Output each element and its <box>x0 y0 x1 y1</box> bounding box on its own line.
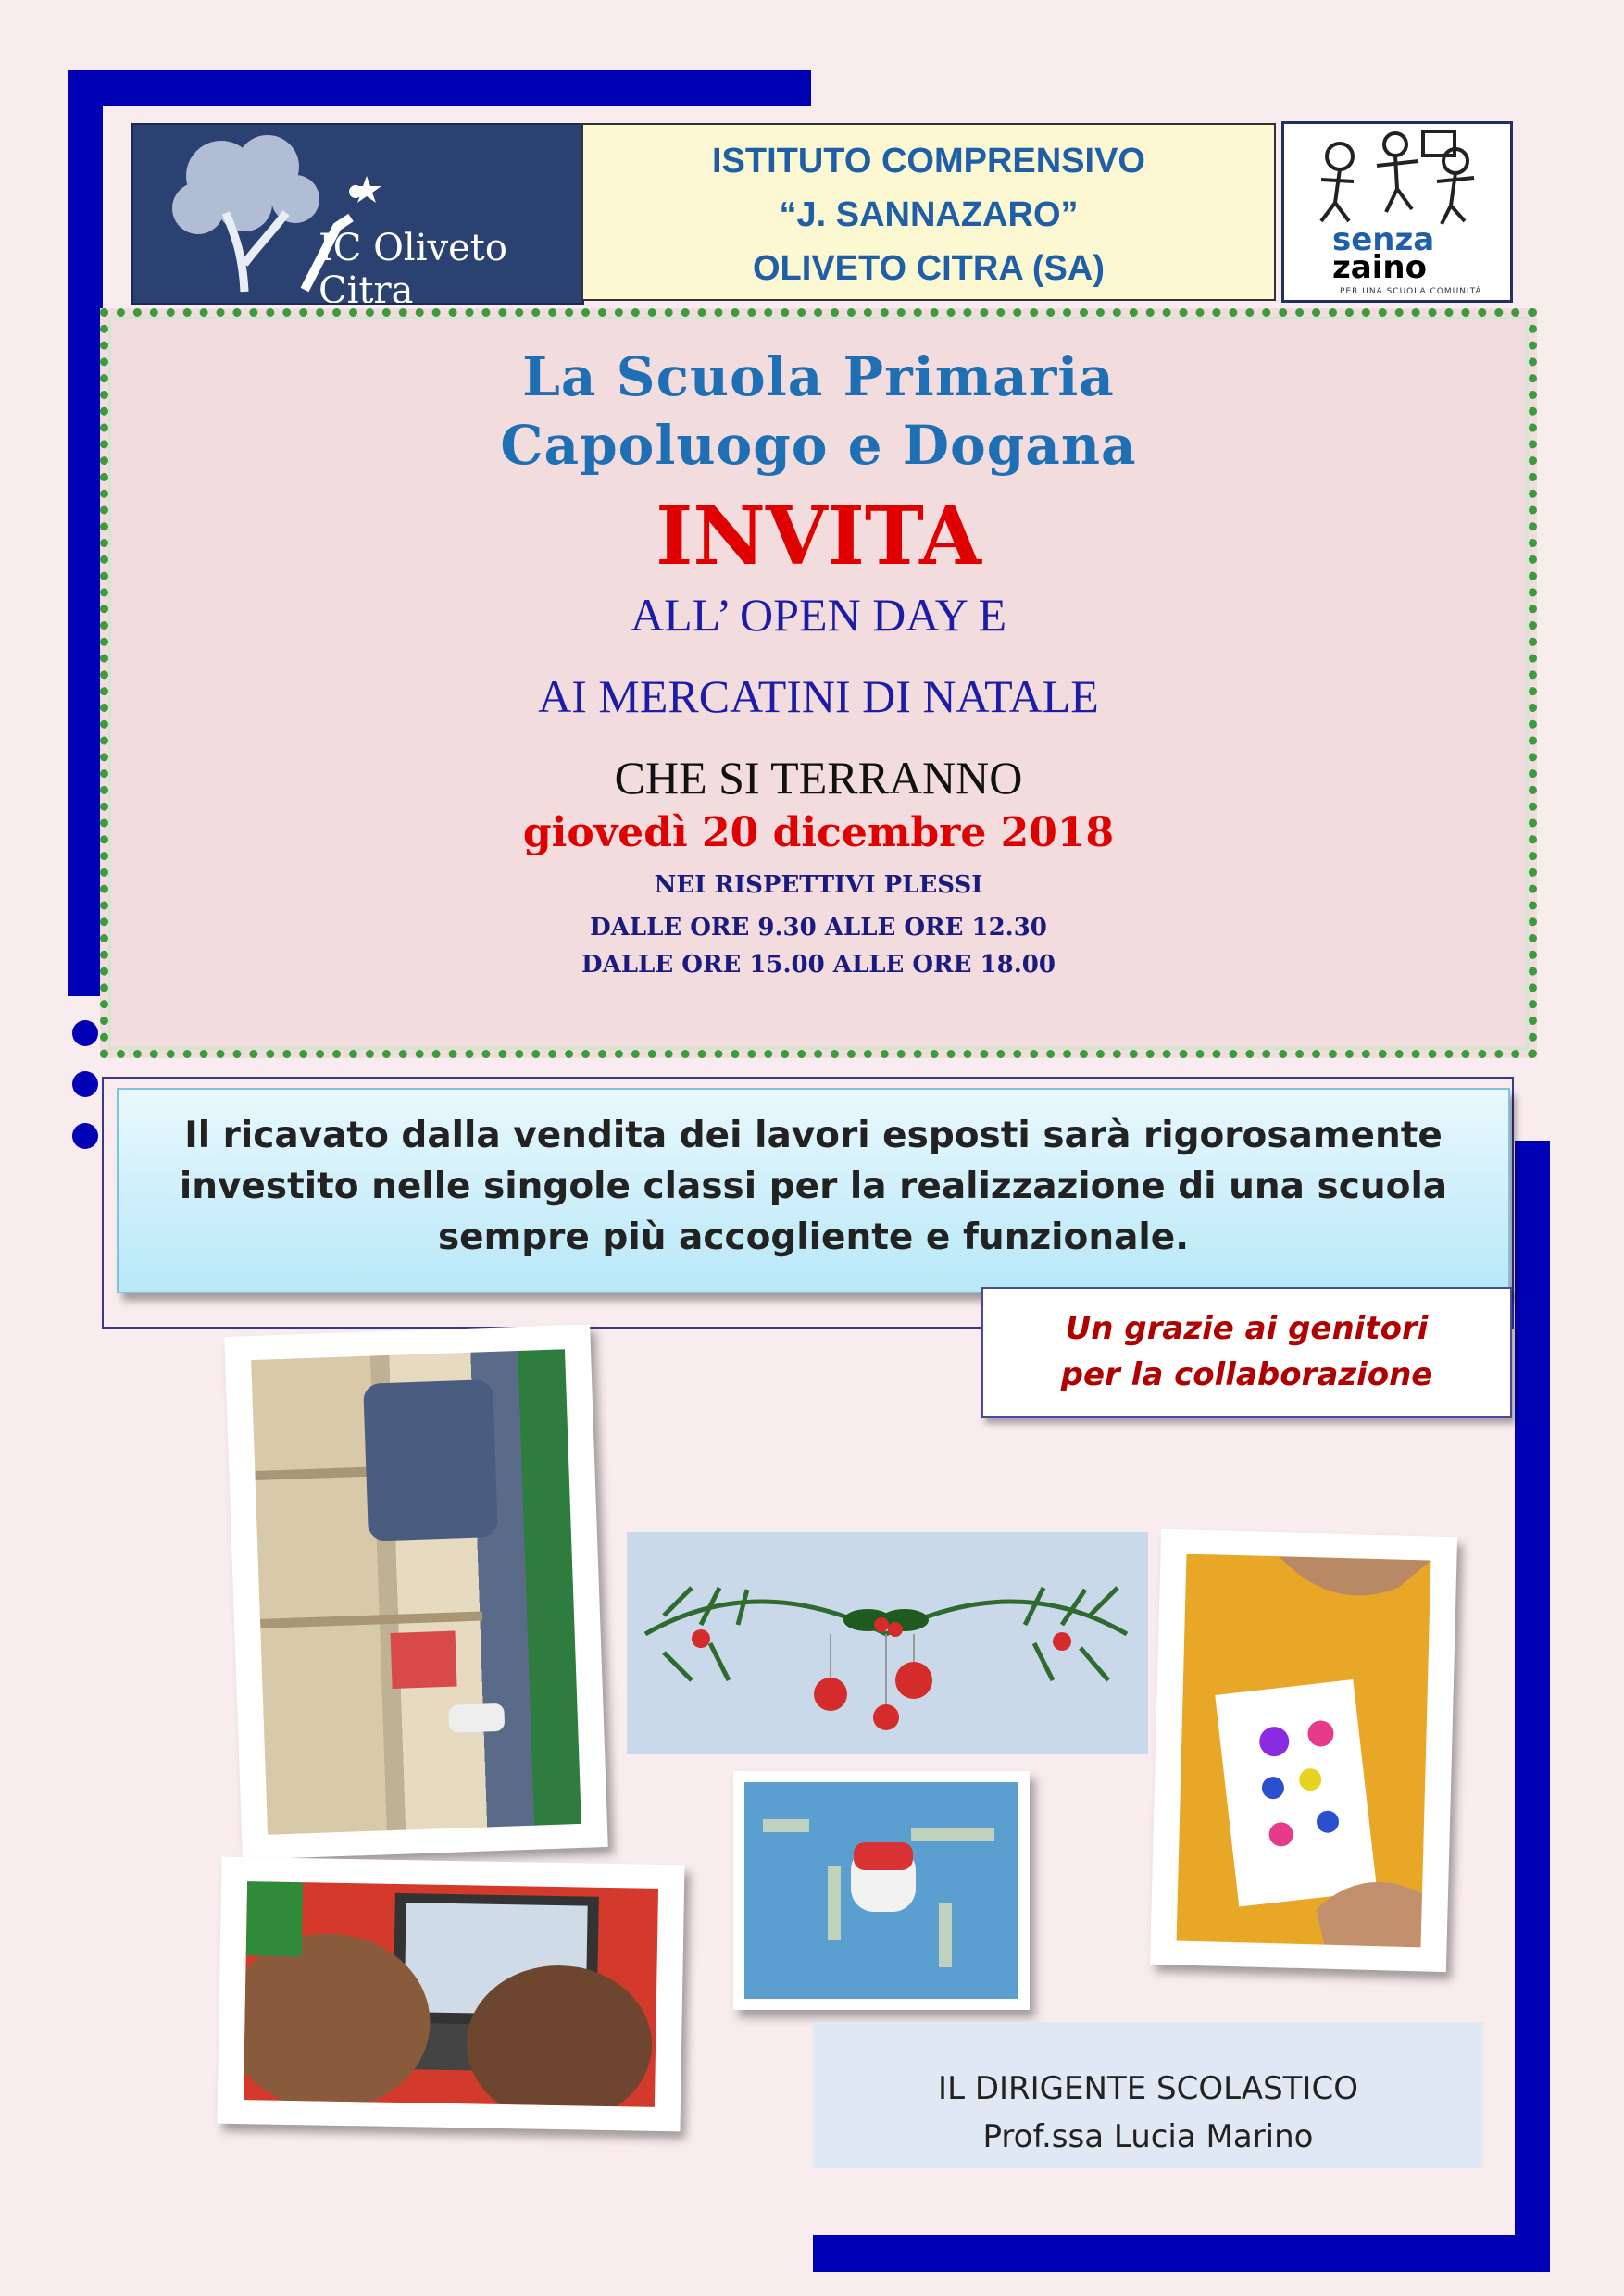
school-header <box>581 123 1276 301</box>
frame-right-bar <box>1515 1141 1550 2272</box>
thanks-line-2: per la collaborazione <box>1060 1356 1433 1393</box>
decor-dot <box>72 1020 98 1046</box>
frame-left-bar <box>68 70 103 996</box>
message-line-2: investito nelle singole classi per la realizzazione di una scuola <box>179 1166 1448 1207</box>
decor-dot <box>72 1071 98 1097</box>
header-line-name: “J. SANNAZARO” <box>779 195 1079 234</box>
time-line-1: DALLE ORE 9.30 ALLE ORE 12.30 <box>590 914 1047 942</box>
school-logo <box>131 123 584 305</box>
school-line-2: Capoluogo e Dogana <box>500 414 1137 477</box>
message-box <box>117 1088 1510 1293</box>
mercatini-line: AI MERCATINI DI NATALE <box>538 670 1099 722</box>
message-line-1: Il ricavato dalla vendita dei lavori esposti sarà rigorosamente <box>184 1115 1443 1156</box>
photo-classroom-shelf <box>224 1324 607 1859</box>
laptop-photo-icon <box>244 1881 658 2107</box>
decor-square <box>1518 1246 1550 1278</box>
decor-square <box>1518 1194 1550 1226</box>
frame-top-bar <box>68 70 811 106</box>
open-day-line: ALL’ OPEN DAY E <box>630 589 1007 641</box>
thanks-line-1: Un grazie ai genitori <box>1065 1310 1429 1347</box>
logo-right-word-2: zaino <box>1332 249 1427 286</box>
logo-right-word-1: senza <box>1332 221 1435 258</box>
christmas-garland-image <box>627 1532 1148 1754</box>
senza-zaino-logo <box>1281 121 1513 303</box>
frame-bottom-bar <box>813 2235 1550 2272</box>
invite-panel <box>100 308 1537 1058</box>
robot-photo-icon <box>744 1782 1018 1999</box>
signature-block <box>813 2022 1483 2168</box>
signature-title: IL DIRIGENTE SCOLASTICO <box>938 2070 1358 2107</box>
header-line-institute: ISTITUTO COMPRENSIVO <box>711 142 1145 181</box>
decor-square <box>1518 1143 1550 1175</box>
photo-children-activity <box>1150 1529 1457 1972</box>
signature-name: Prof.ssa Lucia Marino <box>982 2118 1314 2155</box>
school-line-1: La Scuola Primaria <box>522 345 1115 408</box>
logo-right-sub: PER UNA SCUOLA COMUNITÀ <box>1340 287 1482 296</box>
photo-coding-robot <box>733 1771 1030 2010</box>
logo-right-word <box>1332 221 1435 286</box>
thanks-box <box>981 1287 1512 1418</box>
time-line-2: DALLE ORE 15.00 ALLE ORE 18.00 <box>581 951 1056 979</box>
decor-dot <box>72 1123 98 1149</box>
header-line-city: OLIVETO CITRA (SA) <box>753 249 1105 288</box>
children-drawing-icon <box>1284 124 1513 226</box>
terranno-line: CHE SI TERRANNO <box>614 752 1023 804</box>
message-line-3: sempre più accogliente e funzionale. <box>437 1217 1190 1258</box>
activity-photo-icon <box>1177 1554 1431 1948</box>
logo-left-text: IC Oliveto Citra <box>319 227 507 305</box>
plessi-line: NEI RISPETTIVI PLESSI <box>654 871 983 899</box>
event-date: giovedì 20 dicembre 2018 <box>522 809 1115 856</box>
invita-heading: INVITA <box>656 490 981 583</box>
photo-children-laptop <box>218 1857 685 2132</box>
shelf-photo-icon <box>251 1349 581 1832</box>
christmas-garland-icon <box>627 1532 1148 1754</box>
